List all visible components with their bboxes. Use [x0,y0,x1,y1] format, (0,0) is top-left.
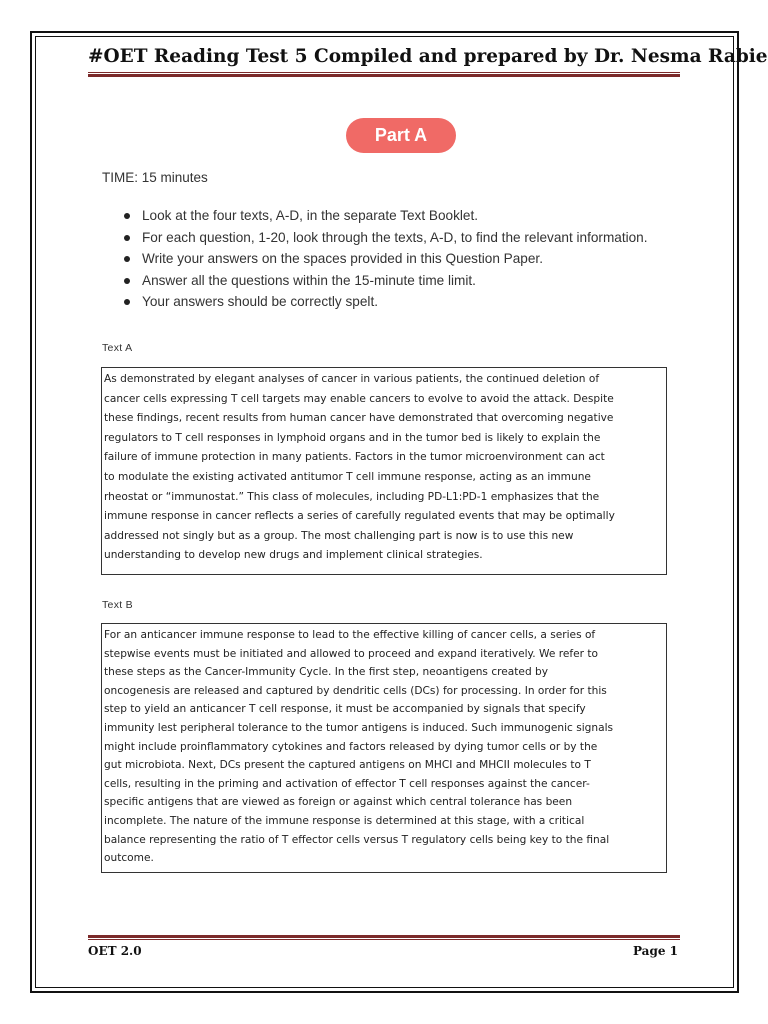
text-a-label: Text A [102,342,133,354]
instructions-list [104,205,684,313]
instruction-item: Look at the four texts, A-D, in the separate Text Booklet. [104,205,684,227]
header-rule-thin [88,72,680,73]
footer-rule-thick [88,935,680,938]
time-limit: TIME: 15 minutes [102,170,208,185]
bullet-icon [124,213,130,219]
text-b-box [101,623,667,873]
instruction-item: Your answers should be correctly spelt. [104,291,684,313]
text-a-box [101,367,667,575]
text-b-paragraph: For an anticancer immune response to lead to the effective killing of cancer cells, a series of stepwise events must be initiated and allowed to proceed and expand iteratively. We refer to these steps as the Cancer-Immunity Cycle. In the first step, neoantigens created by oncogenesis are released and captured by dendritic cells (DCs) for processing. In order for this step to yield an anticancer T cell response, it must be accompanied by signals that specify immunity lest peripheral tolerance to the tumor antigens is induced. Such immunogenic signals might include proinflammatory cytokines and factors released by dying tumor cells or by the gut microbiota. Next, DCs present the captured antigens on MHCI and MHCII molecules to T cells, resulting in the priming and activation of effector T cell responses against the cancer- specific antigens that are viewed as foreign or against which central tolerance has been incomplete. The nature of the immune response is determined at this stage, with a critical balance representing the ratio of T effector cells versus T regulatory cells being key to the final outcome. [104,629,614,865]
text-a-paragraph: As demonstrated by elegant analyses of cancer in various patients, the continued deletion of cancer cells expressing T cell targets may enable cancers to evolve to avoid the attack. Despite these findings, recent results from human cancer have demonstrated that overcoming negative regulators to T cell responses in lymphoid organs and in the tumor bed is likely to explain the failure of immune protection in many patients. Factors in the tumor microenvironment can act to modulate the existing activated antitumor T cell immune response, acting as an immune rheostat or “immunostat.” This class of molecules, including PD-L1:PD-1 emphasizes that the immune response in cancer reflects a series of carefully regulated events that may be optimally addressed not singly but as a group. The most challenging part is now is to use this new understanding to develop new drugs and implement clinical strategies. [104,373,615,562]
bullet-icon [124,278,130,284]
footer-edition: OET 2.0 [88,944,142,958]
bullet-icon [124,299,130,305]
part-a-badge: Part A [346,118,456,153]
instruction-item: Write your answers on the spaces provided in this Question Paper. [104,248,684,270]
footer-rule-thin [88,939,680,940]
page-header-title: #OET Reading Test 5 Compiled and prepared by Dr. Nesma Rabie [88,46,768,67]
instruction-item: For each question, 1-20, look through the texts, A-D, to find the relevant information. [104,227,684,249]
text-b-label: Text B [102,599,133,611]
bullet-icon [124,235,130,241]
instruction-item: Answer all the questions within the 15-minute time limit. [104,270,684,292]
page-number: Page 1 [632,944,678,958]
bullet-icon [124,256,130,262]
header-rule-thick [88,74,680,77]
